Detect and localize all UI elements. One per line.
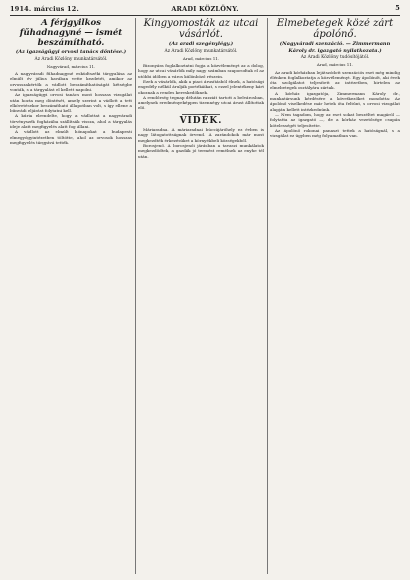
article-byline: Az Aradi Közlöny munkatársától. <box>34 56 108 62</box>
article-paragraph: A rendőrség tegnap délután razziát tartott a belvárosban, amelynek eredményeképpen tizennégy utcai árust állítottak elő. <box>138 94 264 111</box>
article-paragraph: A kúria elrendelte, hogy a vádlottat a nagyváradi törvényszék fogházába szállítsák vissza, ahol a tárgyalás ideje alatt megfigyelés alatt fog állani. <box>10 113 132 130</box>
newspaper-title: ARADI KÖZLÖNY. <box>171 5 239 13</box>
article-paragraph: Az ápolónő rokonai panaszt tettek a hatóságnál, s a vizsgálat ez ügyben még folyamatban van. <box>270 127 400 139</box>
article-dateline: Arad, március 11. <box>182 55 220 61</box>
article-paragraph: A nagyváradi fűhadnagyné esküdtszéki tárgyalása az elmúlt év július havában vette kezdetét, amikor az orvosszakértők a vádlott beszámíthatóságát kétségbe vonták, s a tárgyalást el kellett napolni. <box>10 71 132 92</box>
article-title: Kingyomosták az utcai vásárlót. <box>143 18 259 40</box>
article-title: A férjgyilkos fűhadnagyné — ismét beszámítható. <box>19 18 123 48</box>
article-byline: Az Aradi Közlöny munkatársától. <box>164 48 238 54</box>
article-paragraph: Ezek a vásárlók, akik a piaci árusításból élnek, a hatósági engedély nélkül árulják portékáikat, s ezzel jelentékeny kárt okoznak a rendes kereskedőknek. <box>138 78 264 95</box>
column-left <box>10 18 132 574</box>
article-paragraph: Borosjenő. A borosjenői járásban a tavaszi munkálatok megkezdődtek, a gazdák jó termést remélnek az enyhe tél után. <box>138 142 264 159</box>
article-subtitle: (Az igazságügyi orvosi tanács döntése.) <box>15 49 127 55</box>
article-title: Elmebetegek közé zárt ápolónő. <box>276 18 394 40</box>
column-divider <box>267 18 268 574</box>
article-paragraph: Az igazságügyi orvosi tanács most hosszas vizsgálat után hozta meg döntését, amely szerint a vádlott a tett elkövetésekor beszámítható állapotban volt, s így ellene a bűnvádi eljárást folytatni kell. <box>10 92 132 114</box>
column-divider <box>135 18 136 574</box>
article-paragraph: Máriaradna. A máriaradnai búcsújáróhely ez évben is nagy látogatottságnak örvend. A zarándokok már most megkezdték érkezésüket a környékbeli községekből. <box>138 127 264 143</box>
article-subtitle: (Nagyváradi szenzáció. — Zimmermann Károly dr. igazgató nyilatkozata.) <box>279 41 391 54</box>
section-heading: VIDÉK. <box>179 115 223 126</box>
section-separator <box>182 114 220 115</box>
header-rule <box>10 15 400 16</box>
article-paragraph: Bizonyára foglalkoztatni fogja a közvéleményt az a dolog, hogy az utcai vásárlók mily nagy számban szaporodtak el az utóbbi időben a város különböző részein. <box>138 63 264 79</box>
article-paragraph: — Nem tagadom, hogy az eset sokat beszéltet magáról — folytatta az igazgató —, de a kórház vezetősége csupán kötelességét teljesítette. <box>270 111 400 128</box>
article-dateline: Nagyvárad, március 11. <box>46 63 96 69</box>
article-paragraph: Az aradi kórházban lejátszódott szenzációs eset még mindig élénken foglalkoztatja a közvéleményt. Egy ápolónőt, aki évek óta szolgálatot teljesített az intézetben, hirtelen az elmebetegek osztályára zártak. <box>270 69 400 91</box>
article-paragraph: A kórház igazgatója, Zimmermann Károly dr., munkatársunk kérdésére a következőket mondotta: Az ápolónő viselkedése már hetek óta feltűnt, s orvosi vizsgálat alapján kellett intézkednünk. <box>270 90 400 112</box>
issue-date: 1914. március 12. <box>10 5 79 13</box>
article-subtitle: (Az aradi szegénylégy.) <box>168 41 234 47</box>
column-right <box>270 18 400 574</box>
column-middle <box>138 18 264 574</box>
page-number: 5 <box>395 4 400 12</box>
article-dateline: Arad, március 11. <box>316 62 354 68</box>
article-byline: Az Aradi Közlöny tudósítójától. <box>300 55 370 60</box>
article-paragraph: A vádlott az elmúlt hónapokat a budapesti elmegyógyintézetben töltötte, ahol az orvosok hosszas megfigyelés tárgyává tették. <box>10 129 132 145</box>
